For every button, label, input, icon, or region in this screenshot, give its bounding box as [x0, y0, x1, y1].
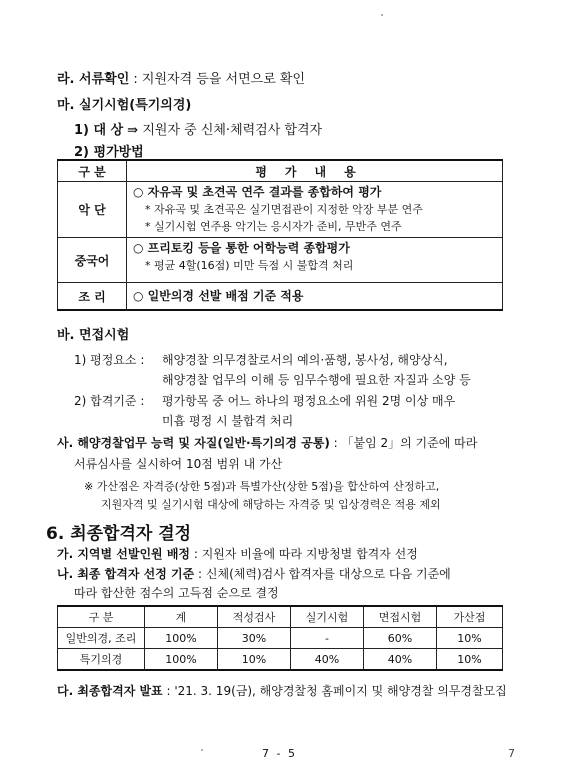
header-content: 평가내용: [127, 160, 503, 182]
criteria-label: 1) 평정요소 :: [74, 353, 145, 367]
note-line-1: ※ 가산점은 자격증(상한 5점)과 특별가산(상한 5점)을 합산하여 산정하고,: [84, 480, 440, 493]
category-band: 악 단: [58, 182, 127, 238]
table-row: [58, 649, 503, 671]
table-cell: 40%: [291, 649, 364, 671]
pass-criteria-line-1: 평가항목 중 어느 하나의 평정요소에 위원 2명 이상 매우: [162, 394, 456, 408]
page-number: 7 - 5: [262, 747, 297, 760]
table-row: [58, 283, 503, 311]
section-sa-text: : 「붙임 2」의 기준에 따라: [333, 436, 478, 450]
eval-method-heading: 2) 평가방법: [74, 145, 144, 160]
scan-speck: [201, 749, 203, 751]
header-cell: 면접시험: [364, 606, 437, 628]
category-band-content: [127, 182, 503, 238]
section-6-ga: [57, 545, 418, 562]
header-cell: 가산점: [437, 606, 503, 628]
section-sa: [57, 434, 477, 451]
section-sa-label: 사. 해양경찰업무 능력 및 자질(일반·특기의경 공통): [57, 436, 330, 450]
table-cell: 10%: [437, 649, 503, 671]
category-cook: 조 리: [58, 283, 127, 311]
section-6-da-text: : '21. 3. 19(금), 해양경찰청 홈페이지 및 해양경찰 의무경찰모집: [166, 684, 507, 698]
section-6-na-text: : 신체(체력)검사 합격자를 대상으로 다음 기준에: [198, 567, 451, 581]
table-cell: 일반의경, 조리: [58, 628, 145, 649]
page-number-right: 7: [508, 747, 515, 760]
table-row: [58, 628, 503, 649]
evaluation-table: [57, 159, 503, 311]
table-row: [58, 238, 503, 283]
table-cell: 10%: [437, 628, 503, 649]
content-line: ○ 프리토킹 등을 통한 어학능력 종합평가: [133, 241, 350, 255]
table-cell: 30%: [218, 628, 291, 649]
header-cell: 계: [145, 606, 218, 628]
header-cell: 실기시험: [291, 606, 364, 628]
header-category: 구 분: [58, 160, 127, 182]
content-line: * 평균 4할(16점) 미만 득점 시 불합격 처리: [145, 259, 354, 272]
section-6-ga-label: 가. 지역별 선발인원 배정: [57, 547, 191, 561]
table-cell: 60%: [364, 628, 437, 649]
section-6-na: [57, 565, 451, 582]
weight-table: [57, 605, 503, 671]
content-line: * 자유곡 및 초견곡은 실기면접관이 지정한 악장 부분 연주: [145, 203, 423, 216]
category-chinese: 중국어: [58, 238, 127, 283]
section-6-na-line-2: 따라 합산한 점수의 고득점 순으로 결정: [74, 586, 279, 600]
pass-criteria-line-2: 미흡 평정 시 불합격 처리: [162, 414, 294, 428]
section-6-da-label: 다. 최종합격자 발표: [57, 684, 163, 698]
table-cell: 40%: [364, 649, 437, 671]
target-text: ⇛ 지원자 중 신체·체력검사 합격자: [127, 123, 323, 138]
category-cook-content: [127, 283, 503, 311]
section-ra: [57, 68, 305, 87]
section-ma-heading: 마. 실기시험(특기의경): [57, 98, 192, 113]
scan-speck: [381, 14, 383, 16]
note-line-2: 지원자격 및 실기시험 대상에 해당하는 자격증 및 입상경력은 적용 제외: [101, 498, 441, 511]
criteria-line-1: 해양경찰 의무경찰로서의 예의·품행, 봉사성, 해양상식,: [162, 353, 448, 367]
section-6-na-label: 나. 최종 합격자 선정 기준: [57, 567, 195, 581]
pass-criteria-label: 2) 합격기준 :: [74, 394, 145, 408]
category-chinese-content: [127, 238, 503, 283]
table-cell: 특기의경: [58, 649, 145, 671]
section-sa-line-2: 서류심사를 실시하여 10점 범위 내 가산: [74, 457, 283, 471]
weight-table-header: [58, 606, 503, 628]
target-label: 1) 대 상: [74, 123, 124, 138]
section-ra-label: 라. 서류확인: [57, 72, 130, 87]
section-ra-text: : 지원자격 등을 서면으로 확인: [133, 72, 306, 87]
section-ba-heading: 바. 면접시험: [57, 328, 130, 343]
section-ma-target: [74, 119, 322, 138]
eval-table-header: [58, 160, 503, 182]
table-cell: 100%: [145, 628, 218, 649]
criteria-line-2: 해양경찰 업무의 이해 등 임무수행에 필요한 자질과 소양 등: [162, 373, 471, 387]
content-line: ○ 일반의경 선발 배점 기준 적용: [133, 288, 304, 303]
section-6-da: [57, 682, 507, 699]
section-6-ga-text: : 지원자 비율에 따라 지방청별 합격자 선정: [193, 547, 418, 561]
content-line: * 실기시험 연주용 악기는 응시자가 준비, 무반주 연주: [145, 220, 402, 233]
header-cell: 구 분: [58, 606, 145, 628]
table-cell: 100%: [145, 649, 218, 671]
table-cell: -: [291, 628, 364, 649]
table-row: [58, 182, 503, 238]
table-cell: 10%: [218, 649, 291, 671]
header-cell: 적성검사: [218, 606, 291, 628]
section-6-title: 6. 최종합격자 결정: [46, 524, 192, 544]
content-line: ○ 자유곡 및 초견곡 연주 결과를 종합하여 평가: [133, 185, 382, 199]
